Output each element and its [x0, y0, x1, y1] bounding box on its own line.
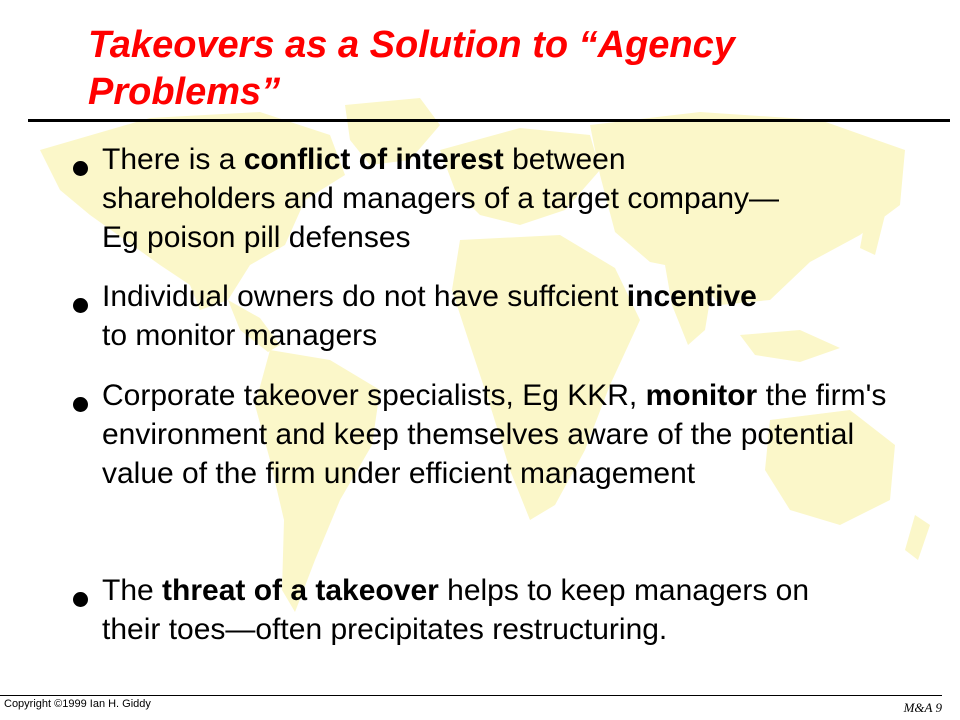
bullet-text-run: to monitor managers — [102, 319, 378, 352]
bullet-text-run: The — [102, 574, 163, 607]
africa-shape — [452, 235, 640, 520]
bullet-text-run: the firm's environment and keep themselves aware of the potential value of the firm under efficient management — [102, 379, 887, 490]
bullet-text-run: helps to keep managers on their toes—often precipitates restructuring. — [102, 574, 810, 646]
europe-shape — [440, 128, 600, 225]
bullet-text-run: There is a — [102, 143, 244, 176]
bullet-text-run: between shareholders and managers of a target company—Eg poison pill defenses — [102, 143, 780, 254]
bullet-emphasis: conflict of interest — [243, 143, 504, 176]
south-america-shape — [255, 350, 380, 612]
footer-divider — [0, 695, 942, 696]
bullet-text-run: Individual owners do not have suffcient — [102, 280, 627, 313]
slide-number: M&A 9 — [903, 700, 942, 715]
copyright-notice: Copyright ©1999 Ian H. Giddy — [4, 698, 151, 710]
central-america-shape — [228, 300, 280, 352]
north-america-shape — [40, 112, 345, 310]
bullet-emphasis: monitor — [645, 379, 758, 412]
slide-title: Takeovers as a Solution to “Agency Problems” — [88, 24, 735, 113]
indonesia-shape — [740, 330, 840, 362]
bullet-text-run: Corporate takeover specialists, Eg KKR, — [102, 379, 646, 412]
title-divider — [28, 119, 950, 122]
new-zealand-shape — [905, 515, 930, 560]
bullet-emphasis: threat of a takeover — [162, 574, 439, 607]
australia-shape — [765, 410, 895, 525]
asia-shape — [590, 112, 905, 305]
bullet-emphasis: incentive — [626, 280, 757, 313]
india-shape — [665, 265, 715, 345]
